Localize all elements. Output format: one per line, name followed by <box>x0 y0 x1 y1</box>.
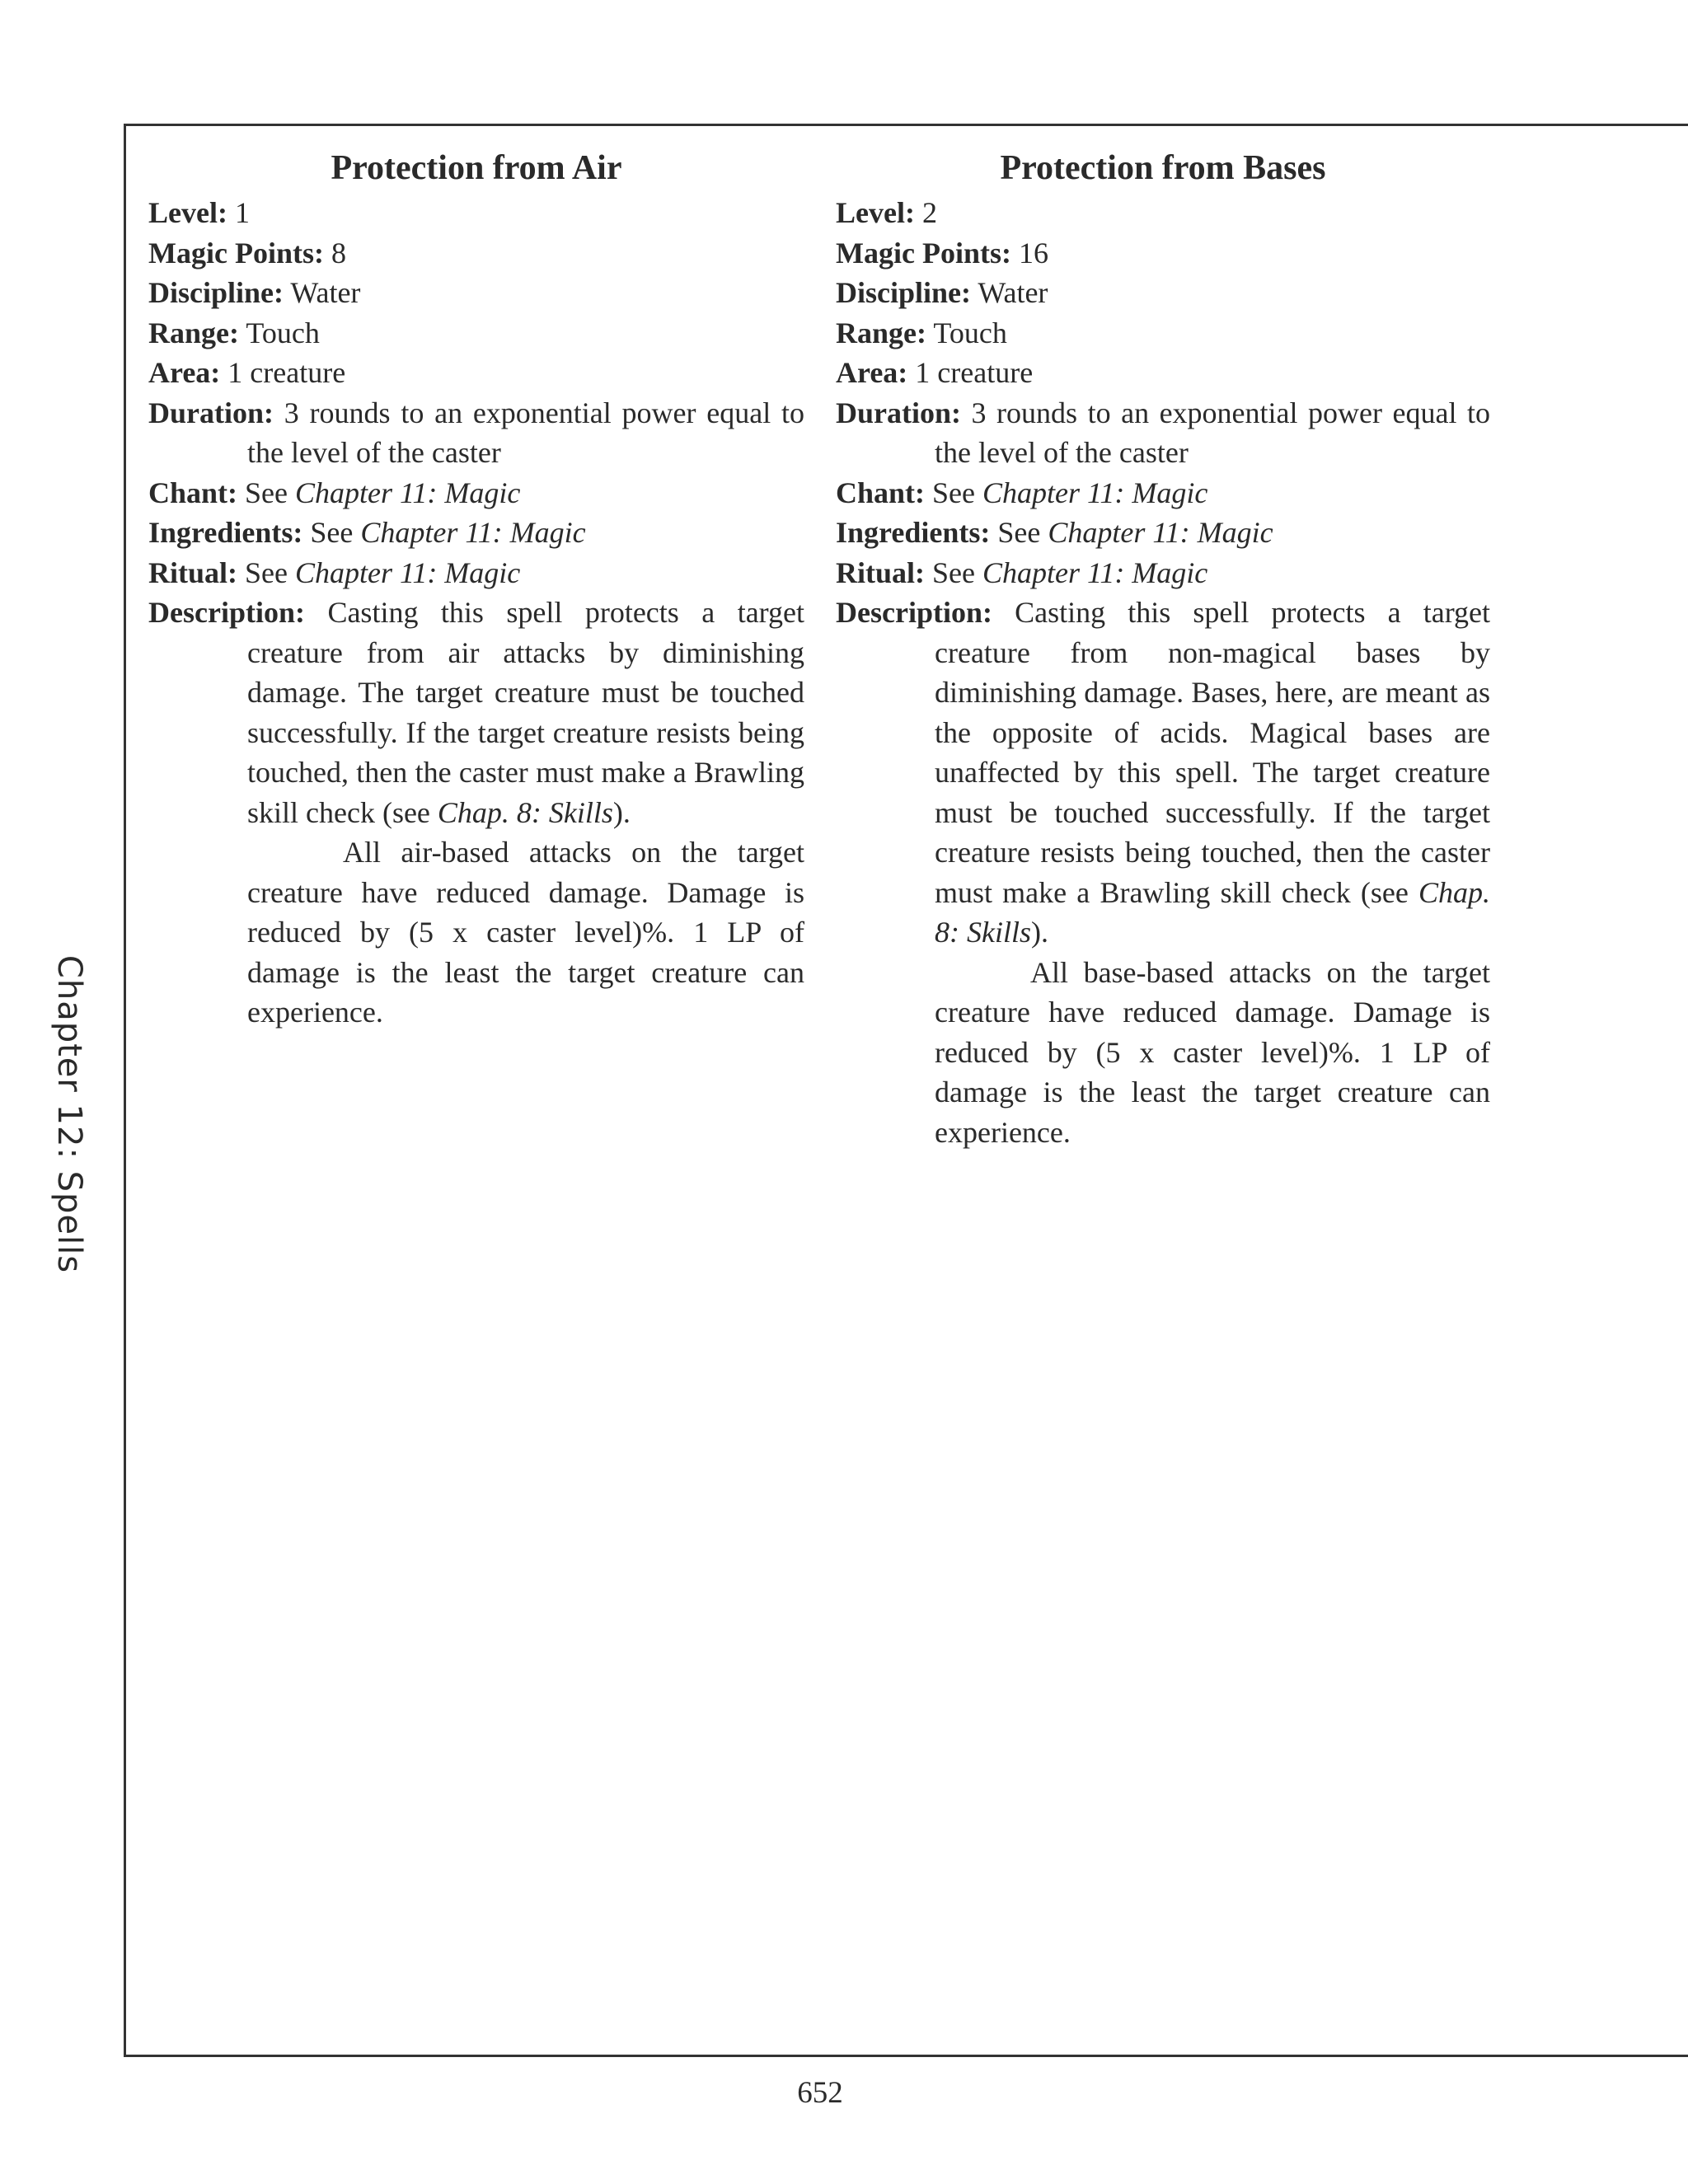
description-paragraph: creature from air attacks by diminishing damage. The target creature must be touched successfully. If the target creature resists being touched, then the caster must make a Brawling skill check (see Chap. 8: Skills). <box>247 635 804 829</box>
description-row: Description: Casting this spell protects a target <box>148 596 805 629</box>
description-body <box>836 633 1490 1153</box>
ingredients-row: Ingredients: See Chapter 11: Magic <box>836 516 1273 549</box>
description-body <box>148 633 804 1033</box>
level-row: Level: 1 <box>148 196 250 229</box>
chapter-reference: Chapter 11: Magic <box>982 476 1208 509</box>
spell-entry-protection-from-bases <box>836 147 1490 1152</box>
spell-title: Protection from Bases <box>1000 149 1326 187</box>
ritual-row: Ritual: See Chapter 11: Magic <box>836 555 1208 589</box>
ingredients-row: Ingredients: See Chapter 11: Magic <box>148 516 586 549</box>
chapter-side-label: Chapter 12: Spells <box>50 954 88 1274</box>
ritual-row: Ritual: See Chapter 11: Magic <box>148 555 521 589</box>
range-row: Range: Touch <box>148 316 320 349</box>
discipline-row: Discipline: Water <box>836 276 1048 309</box>
chant-row: Chant: See Chapter 11: Magic <box>148 476 521 509</box>
area-row: Area: 1 creature <box>148 356 346 389</box>
discipline-row: Discipline: Water <box>148 276 361 309</box>
level-row: Level: 2 <box>836 196 937 229</box>
magic-points-row: Magic Points: 16 <box>836 236 1048 269</box>
duration-row: Duration: 3 rounds to an exponential power equal to the level of the caster <box>836 396 1490 469</box>
magic-points-row: Magic Points: 8 <box>148 236 346 269</box>
chapter-reference: Chapter 11: Magic <box>295 476 521 509</box>
chapter-reference: Chapter 11: Magic <box>294 555 521 589</box>
description-paragraph: All air-based attacks on the target creature have reduced damage. Damage is reduced by (5 x caster level)%. 1 LP of damage is the least the target creature can experience. <box>247 836 804 1029</box>
chapter-reference: Chap. 8: Skills <box>935 875 1491 949</box>
description-row: Description: Casting this spell protects a target <box>836 596 1491 629</box>
spell-entry-protection-from-air <box>148 147 804 1033</box>
range-row: Range: Touch <box>836 316 1007 349</box>
duration-row: Duration: 3 rounds to an exponential power equal to the level of the caster <box>148 396 804 469</box>
chapter-reference: Chapter 11: Magic <box>982 555 1208 589</box>
description-paragraph: All base-based attacks on the target creature have reduced damage. Damage is reduced by (5 x caster level)%. 1 LP of damage is the least the target creature can experience. <box>935 955 1490 1149</box>
chapter-reference: Chap. 8: Skills <box>437 795 613 829</box>
page-number: 652 <box>797 2076 843 2110</box>
chapter-reference: Chapter 11: Magic <box>360 516 586 549</box>
chapter-reference: Chapter 11: Magic <box>1048 516 1273 549</box>
spell-title: Protection from Air <box>331 149 622 187</box>
chant-row: Chant: See Chapter 11: Magic <box>836 476 1208 509</box>
description-paragraph: creature from non-magical bases by diminishing damage. Bases, here, are meant as the opposite of acids. Magical bases are unaffected by this spell. The target creature must be touched successfully. If the target creature resists being touched, then the caster must make a Brawling skill check (see Chap. 8: Skills). <box>935 635 1491 949</box>
area-row: Area: 1 creature <box>836 356 1034 389</box>
